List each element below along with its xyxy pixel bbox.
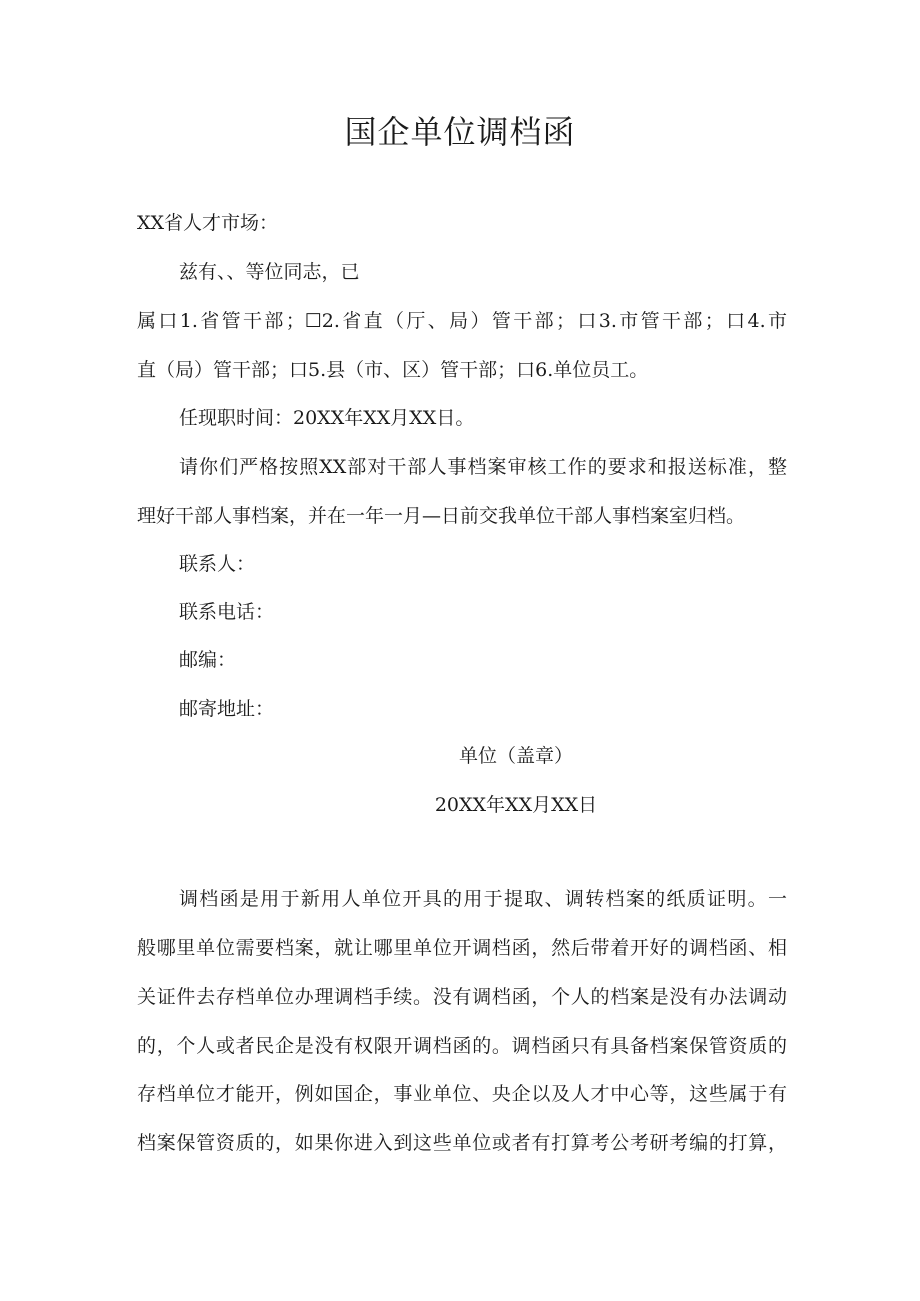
- contact-person-label: 联系人：: [179, 553, 256, 575]
- tenure-line: 任现职时间：20XX年XX月XX日。: [179, 407, 475, 429]
- postcode-label: 邮编：: [179, 649, 237, 671]
- explanation-line: 般哪里单位需要档案，就让哪里单位开调档函，然后带着开好的调档函、相: [137, 937, 787, 959]
- category-line-2: 直（局）管干部；口5.县（市、区）管干部；口6.单位员工。: [137, 359, 649, 381]
- explanation-line: 调档函是用于新用人单位开具的用于提取、调转档案的纸质证明。一: [179, 888, 787, 910]
- mailing-address-label: 邮寄地址：: [179, 698, 275, 720]
- request-line-1: 请你们严格按照XX部对干部人事档案审核工作的要求和报送标准，整: [179, 456, 787, 478]
- request-line-2: 理好干部人事档案，并在一年一月—日前交我单位干部人事档案室归档。: [137, 505, 746, 527]
- signature-unit: 单位（盖章）: [458, 745, 573, 767]
- document-title: 国企单位调档函: [344, 113, 576, 151]
- signature-date: 20XX年XX月XX日: [434, 794, 598, 816]
- explanation-line: 档案保管资质的，如果你进入到这些单位或者有打算考公考研考编的打算，: [137, 1132, 787, 1154]
- explanation-line: 存档单位才能开，例如国企，事业单位、央企以及人才中心等，这些属于有: [137, 1083, 787, 1105]
- contact-phone-label: 联系电话：: [179, 601, 275, 623]
- explanation-line: 关证件去存档单位办理调档手续。没有调档函，个人的档案是没有办法调动: [137, 986, 787, 1008]
- explanation-line: 的，个人或者民企是没有权限开调档函的。调档函只有具备档案保管资质的: [137, 1035, 787, 1057]
- salutation: XX省人才市场：: [137, 212, 279, 234]
- category-line-1: 属口1.省管干部；☐2.省直（厅、局）管干部；口3.市管干部；口4.市: [137, 310, 787, 332]
- intro-line: 兹有、、等位同志，已: [179, 261, 360, 283]
